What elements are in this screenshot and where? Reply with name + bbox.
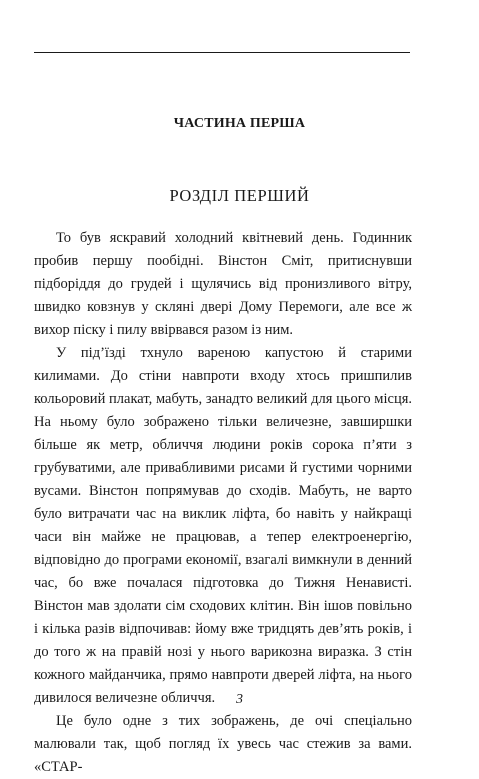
paragraph: То був яскравий холодний квітневий день. Годинник пробив першу пообідні. Вінстон Сміт, притиснувши підборіддя до грудей і щулячись від пронизливого вітру, швидко ковзнув у скляні двері Дому Перемоги, але все ж вихор піску і пилу ввірвався разом із ним.	[34, 230, 412, 338]
paragraph: У під’їзді тхнуло вареною капустою й старими килимами. До стіни навпроти входу хтось пришпилив кольоровий плакат, мабуть, занадто великий для цього місця. На ньому було зображено тільки величезне, завширшки більше як метр, обличчя людини років сорока п’яти з грубуватими, але привабливими рисами й густими чорними вусами. Вінстон попрямував до сходів. Мабуть, не варто було витрачати час на виклик ліфта, бо навіть у найкращі часи він майже не працював, а тепер електроенергію, відповідно до програми економії, взагалі вимкнули в денний час, бо вже почалася підготовка до Тижня Ненависті. Вінстон мав здолати сім сходових клітин. Він ішов повільно і кілька разів відпочивав: йому вже тридцять дев’ять років, і до того ж на правій нозі у нього варикозна виразка. З стін кожного майданчика, прямо навпроти дверей ліфта, на нього дивилося величезне обличчя.	[34, 345, 412, 706]
paragraph: Це було одне з тих зображень, де очі спеціально малювали так, щоб погляд їх увесь час стежив за вами. «СТАР-	[34, 713, 412, 775]
part-title: ЧАСТИНА ПЕРША	[173, 116, 306, 131]
header-rule	[34, 52, 410, 53]
chapter-title: РОЗДІЛ ПЕРШИЙ	[169, 186, 310, 205]
page-number: 3	[236, 692, 243, 707]
